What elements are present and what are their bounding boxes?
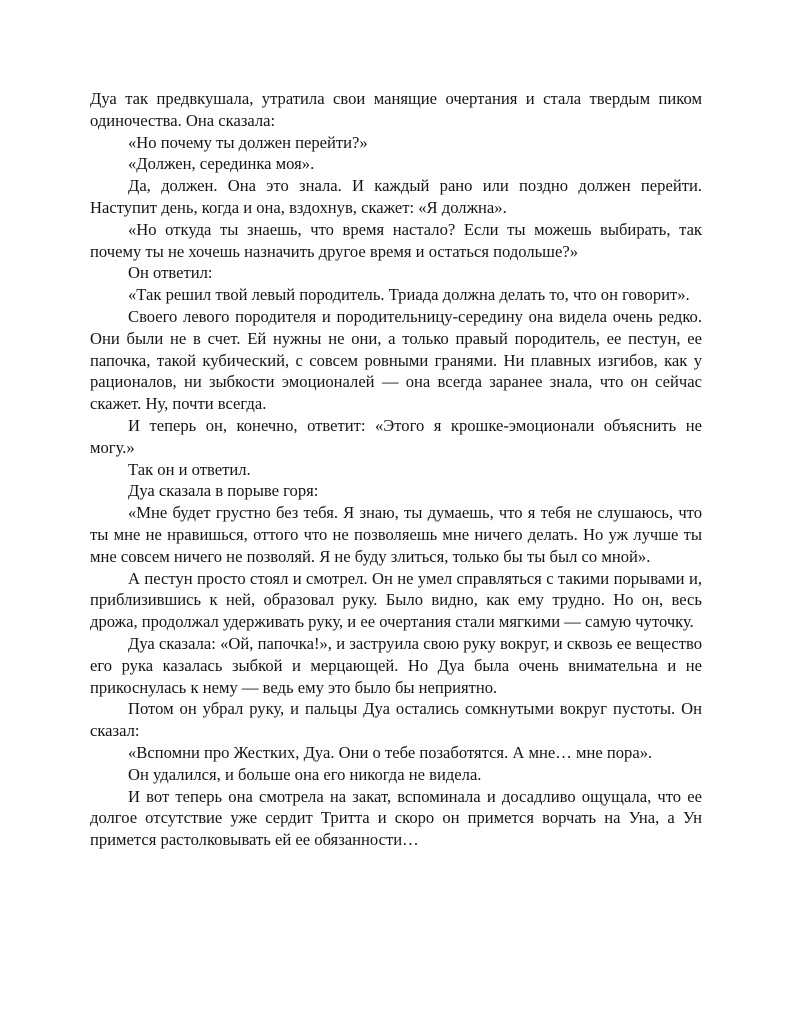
paragraph: Своего левого породителя и породительницу-середину она видела очень редко. Они были не в счет. Ей нужны не они, а только правый породитель, ее пестун, ее папочка, такой кубический, с совсем ровными гранями. Ни плавных изгибов, как у рационалов, ни зыбкости эмоционалей — она всегда заранее знала, что он сейчас скажет. Ну, почти всегда.: [90, 306, 702, 414]
paragraph: Потом он убрал руку, и пальцы Дуа остались сомкнутыми вокруг пустоты. Он сказал:: [90, 699, 702, 741]
paragraph: «Но почему ты должен перейти?»: [128, 132, 368, 152]
paragraph: Он ответил:: [128, 263, 213, 283]
paragraph: «Вспомни про Жестких, Дуа. Они о тебе позаботятся. А мне… мне пора».: [128, 742, 653, 762]
paragraph: «Должен, серединка моя».: [128, 154, 315, 174]
paragraph: Так он и ответил.: [128, 459, 251, 479]
paragraph: А пестун просто стоял и смотрел. Он не умел справляться с такими порывами и, приблизившись к ней, образовал руку. Было видно, как ему трудно. Но он, весь дрожа, продолжал удерживать руку, и ее очертания стали мягкими — самую чуточку.: [90, 568, 702, 632]
paragraph: Дуа сказала: «Ой, папочка!», и заструила свою руку вокруг, и сквозь ее вещество его рука казалась зыбкой и мерцающей. Но Дуа была очень внимательна и не прикоснулась к нему — ведь ему это было бы неприятно.: [90, 633, 702, 697]
paragraph: Дуа так предвкушала, утратила свои манящие очертания и стала твердым пиком одиночества. Она сказала:: [90, 89, 702, 130]
paragraph: И вот теперь она смотрела на закат, вспоминала и досадливо ощущала, что ее долгое отсутствие уже сердит Тритта и скоро он примется ворчать на Уна, а Ун примется растолковывать ей ее обязанности…: [90, 786, 702, 850]
paragraph: «Так решил твой левый породитель. Триада должна делать то, что он говорит».: [128, 285, 690, 305]
paragraph: Да, должен. Она это знала. И каждый рано или поздно должен перейти. Наступит день, когда и она, вздохнув, скажет: «Я должна».: [90, 176, 702, 217]
paragraph: «Мне будет грустно без тебя. Я знаю, ты думаешь, что я тебя не слушаюсь, что ты мне не нравишься, оттого что не позволяешь мне ничего делать. Но уж лучше ты мне совсем ничего не позволяй. Я не буду злиться, только бы ты был со мной».: [90, 503, 702, 566]
paragraph: И теперь он, конечно, ответит: «Этого я крошке-эмоционали объяснить не могу.»: [90, 415, 702, 457]
paragraph: «Но откуда ты знаешь, что время настало? Если ты можешь выбирать, так почему ты не хочешь назначить другое время и остаться подольше?»: [90, 219, 702, 261]
paragraph: Он удалился, и больше она его никогда не видела.: [128, 764, 482, 784]
text-column: [90, 88, 702, 851]
paragraph: Дуа сказала в порыве горя:: [128, 481, 319, 501]
